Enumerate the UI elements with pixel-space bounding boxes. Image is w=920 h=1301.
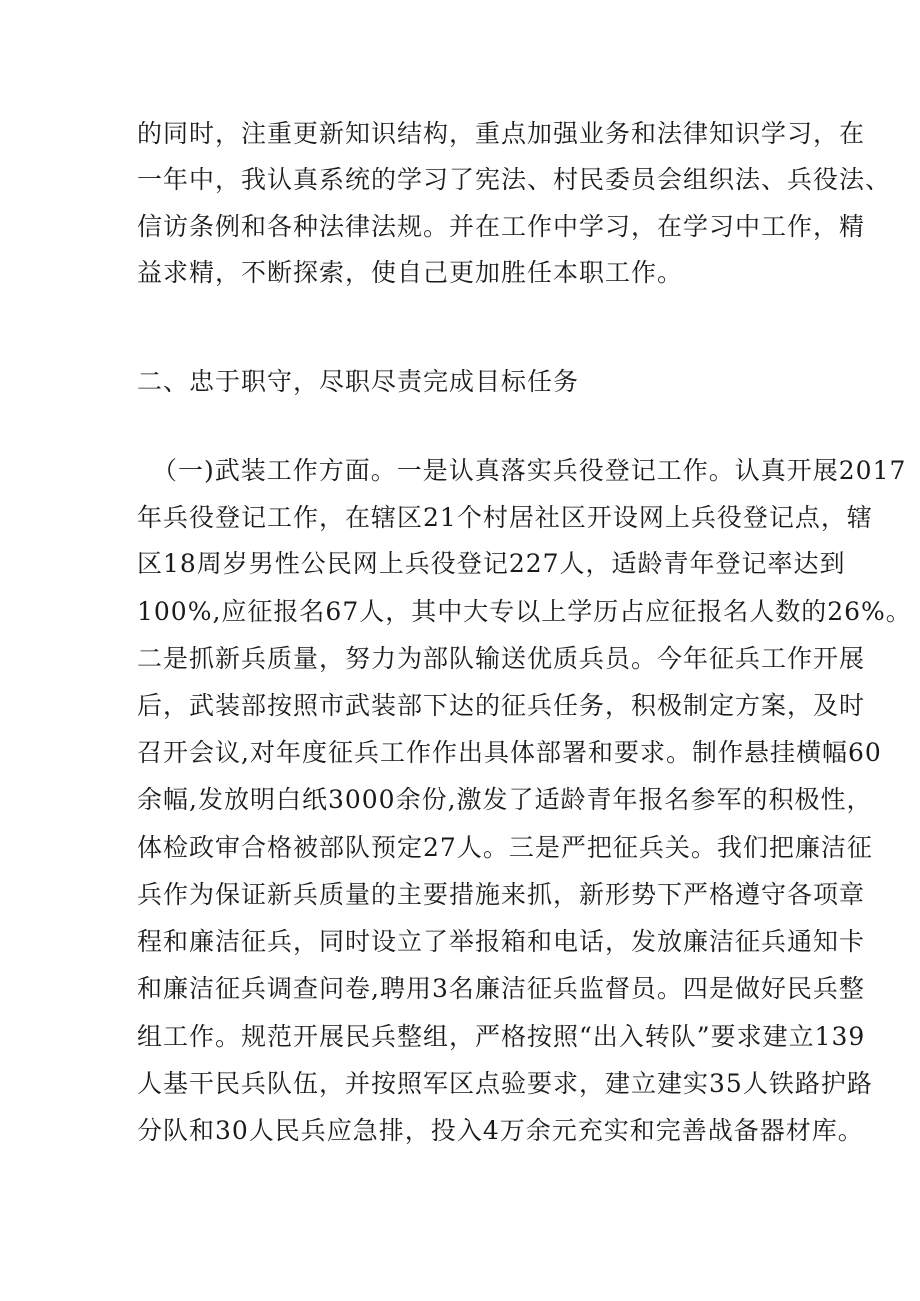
- section-heading: 二、忠于职守，尽职尽责完成目标任务: [137, 367, 580, 396]
- text-line: 余幅,发放明白纸3000余份,激发了适龄青年报名参军的积极性，: [137, 785, 873, 814]
- text-line: 分队和30人民兵应急排，投入4万余元充实和完善战备器材库。: [137, 1116, 864, 1145]
- text-line: 人基干民兵队伍，并按照军区点验要求，建立建实35人铁路护路: [137, 1069, 873, 1098]
- text-line: 二是抓新兵质量，努力为部队输送优质兵员。今年征兵工作开展: [137, 644, 866, 673]
- text-line: 信访条例和各种法律法规。并在工作中学习，在学习中工作，精: [137, 212, 866, 241]
- text-line: 后，武装部按照市武装部下达的征兵任务，积极制定方案，及时: [137, 691, 866, 720]
- text-line: 组工作。规范开展民兵整组，严格按照“出入转队”要求建立139: [137, 1022, 866, 1051]
- text-line: 一年中，我认真系统的学习了宪法、村民委员会组织法、兵役法、: [137, 165, 892, 194]
- text-line: 100%,应征报名67人，其中大专以上学历占应征报名人数的26%。: [137, 597, 912, 626]
- text-line: 区18周岁男性公民网上兵役登记227人，适龄青年登记率达到: [137, 549, 846, 578]
- text-line: 的同时，注重更新知识结构，重点加强业务和法律知识学习，在: [137, 119, 866, 148]
- text-line: 益求精，不断探索，使自己更加胜任本职工作。: [137, 258, 684, 287]
- text-line: （一)武装工作方面。一是认真落实兵役登记工作。认真开展2017: [152, 456, 907, 485]
- text-line: 年兵役登记工作，在辖区21个村居社区开设网上兵役登记点，辖: [137, 503, 873, 532]
- text-line: 兵作为保证新兵质量的主要措施来抓，新形势下严格遵守各项章: [137, 880, 866, 909]
- text-line: 和廉洁征兵调查问卷,聘用3名廉洁征兵监督员。四是做好民兵整: [137, 974, 865, 1003]
- text-line: 程和廉洁征兵，同时设立了举报箱和电话，发放廉洁征兵通知卡: [137, 927, 866, 956]
- text-line: 体检政审合格被部队预定27人。三是严把征兵关。我们把廉洁征: [137, 833, 873, 862]
- text-line: 召开会议,对年度征兵工作作出具体部署和要求。制作悬挂横幅60: [137, 738, 882, 767]
